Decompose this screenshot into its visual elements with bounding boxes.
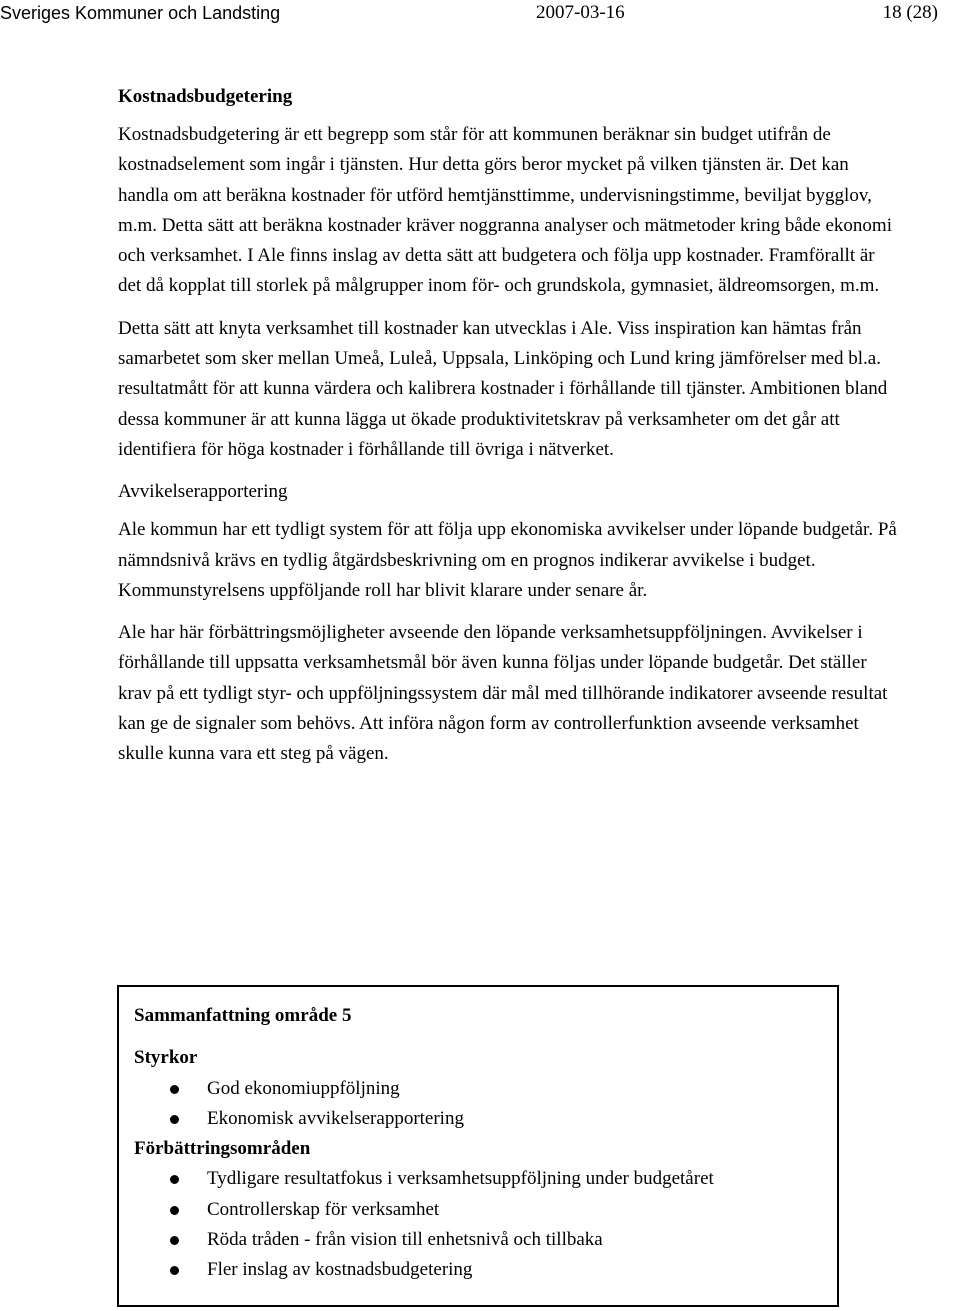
paragraph: Ale kommun har ett tydligt system för att följa upp ekonomiska avvikelser under löpande budgetår. På nämndsnivå krävs en tydlig åtgärdsbeskrivning om en prognos indikerar avvikelse i budget. Kommunstyrelsens uppföljande roll har blivit klarare under senare år. [118, 519, 897, 601]
improvements-list [134, 1164, 837, 1285]
list-item [134, 1255, 837, 1285]
list-item-text: Controllerskap för verksamhet [207, 1198, 440, 1220]
bullet-icon [170, 1085, 179, 1094]
bullet-icon [170, 1175, 179, 1184]
list-item-text: Tydligare resultatfokus i verksamhetsuppföljning under budgetåret [207, 1168, 714, 1190]
bullet-icon [170, 1266, 179, 1275]
paragraph: Detta sätt att knyta verksamhet till kostnader kan utvecklas i Ale. Viss inspiration kan hämtas från samarbetet som sker mellan Umeå, Luleå, Uppsala, Linköping och Lund kring jämförelser med bl.a. resultatmått för att kunna värdera och kalibrera kostnader i förhållande till tjänster. Ambitionen bland dessa kommuner är att kunna lägga ut ökade produktivitetskrav på verksamheter om det går att identifiera för höga kostnader i förhållande till övriga i nätverket. [118, 317, 888, 460]
list-item-text: Ekonomisk avvikelserapportering [207, 1107, 464, 1129]
bullet-icon [170, 1236, 179, 1245]
page-header [0, 0, 960, 26]
summary-title: Sammanfattning område 5 [134, 1005, 352, 1026]
list-item [134, 1195, 837, 1225]
list-item [134, 1164, 837, 1194]
paragraph: Ale har här förbättringsmöjligheter avseende den löpande verksamhetsuppföljningen. Avvikelser i förhållande till uppsatta verksamhetsmål bör även kunna följas under löpande budgetår. Det ställer krav på ett tydligt styr- och uppföljningssystem där mål med tillhörande indikatorer avseende resultat kan ge de signaler som behövs. Att införa någon form av controllerfunktion avseende verksamhet skulle kunna vara ett steg på vägen. [118, 622, 888, 765]
page-number: 18 (28) [882, 2, 938, 23]
section-heading-kostnadsbudgetering: Kostnadsbudgetering [118, 86, 293, 107]
document-body [118, 82, 898, 782]
strengths-heading: Styrkor [134, 1047, 198, 1069]
improvements-heading: Förbättringsområden [134, 1138, 311, 1160]
summary-box [117, 985, 839, 1307]
list-item-text: Fler inslag av kostnadsbudgetering [207, 1259, 473, 1281]
section-heading-avvikelserapportering: Avvikelserapportering [118, 481, 288, 503]
organization-name: Sveriges Kommuner och Landsting [0, 3, 281, 23]
list-item-text: Röda tråden - från vision till enhetsnivå och tillbaka [207, 1229, 603, 1251]
bullet-icon [170, 1206, 179, 1215]
list-item [134, 1074, 837, 1104]
paragraph: Kostnadsbudgetering är ett begrepp som står för att kommunen beräknar sin budget utifrån de kostnadselement som ingår i tjänsten. Hur detta görs beror mycket på vilken tjänsten är. Det kan handla om att beräkna kostnader för utförd hemtjänsttimme, undervisningstimme, beviljat bygglov, m.m. Detta sätt att beräkna kostnader kräver noggranna analyser och mätmetoder kring både ekonomi och verksamhet. I Ale finns inslag av detta sätt att budgetera och följa upp kostnader. Framförallt är det då kopplat till storlek på målgrupper inom för- och grundskola, gymnasiet, äldreomsorgen, m.m. [118, 124, 892, 297]
list-item [134, 1225, 837, 1255]
list-item-text: God ekonomiuppföljning [207, 1077, 400, 1099]
document-date: 2007-03-16 [536, 2, 625, 23]
strengths-list [134, 1074, 837, 1135]
bullet-icon [170, 1115, 179, 1124]
list-item [134, 1104, 837, 1134]
